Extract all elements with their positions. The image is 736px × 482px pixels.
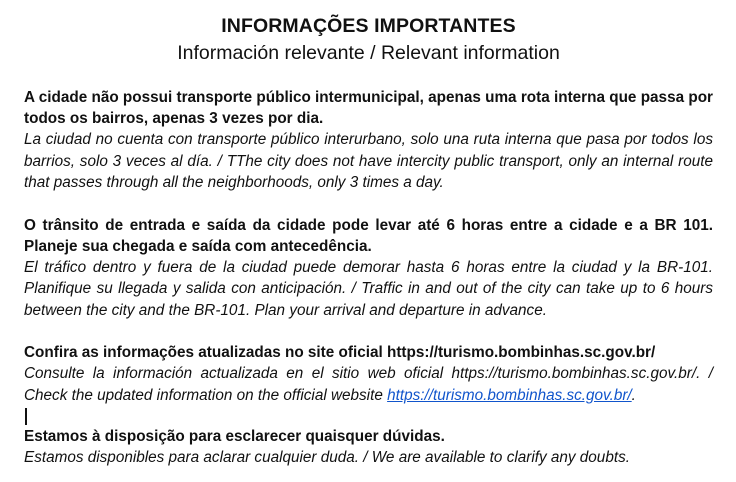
- section-contact-es-en: Estamos disponibles para aclarar cualquier duda. / We are available to clarify any doubts.: [24, 449, 630, 466]
- section-traffic-pt: O trânsito de entrada e saída da cidade pode levar até 6 horas entre a cidade e a BR 101. Planeje sua chegada e saída com antecedência.: [24, 216, 713, 255]
- website-es-en-suffix: .: [631, 386, 636, 404]
- section-transport-es-en: La ciudad no cuenta con transporte público interurbano, solo una ruta interna que pasa por todos los barrios, solo 3 veces al día. / TThe city does not have intercity public transport, only an internal route that passes through all the neighborhoods, only 3 times a day.: [24, 131, 713, 191]
- section-contact: [24, 426, 713, 469]
- text-cursor: [25, 408, 27, 425]
- page-title: INFORMAÇÕES IMPORTANTES: [221, 15, 516, 37]
- section-transport: [24, 87, 713, 194]
- section-website: [24, 342, 713, 406]
- page-subtitle: Información relevante / Relevant information: [177, 42, 560, 64]
- website-es-en-prefix: Consulte la información actualizada en el sitio web oficial https://turismo.bombinhas.sc.gov.br/. / Check the updated information on the official website: [24, 365, 713, 404]
- section-transport-pt: A cidade não possui transporte público intermunicipal, apenas uma rota interna que passa por todos os bairros, apenas 3 vezes por dia.: [24, 89, 713, 127]
- document-page: [24, 0, 713, 469]
- section-website-pt: Confira as informações atualizadas no site oficial https://turismo.bombinhas.sc.gov.br/: [24, 344, 656, 361]
- section-website-es-en: [24, 363, 713, 406]
- section-traffic-es-en: El tráfico dentro y fuera de la ciudad puede demorar hasta 6 horas entre la ciudad y la BR-101. Planifique su llegada y salida con anticipación. / Traffic in and out of the city can take up to 6 hours between the city and the BR-101. Plan your arrival and departure in advance.: [24, 258, 713, 319]
- section-traffic: [24, 215, 713, 322]
- section-contact-pt: Estamos à disposição para esclarecer quaisquer dúvidas.: [24, 428, 445, 445]
- official-website-link[interactable]: https://turismo.bombinhas.sc.gov.br/: [387, 386, 632, 404]
